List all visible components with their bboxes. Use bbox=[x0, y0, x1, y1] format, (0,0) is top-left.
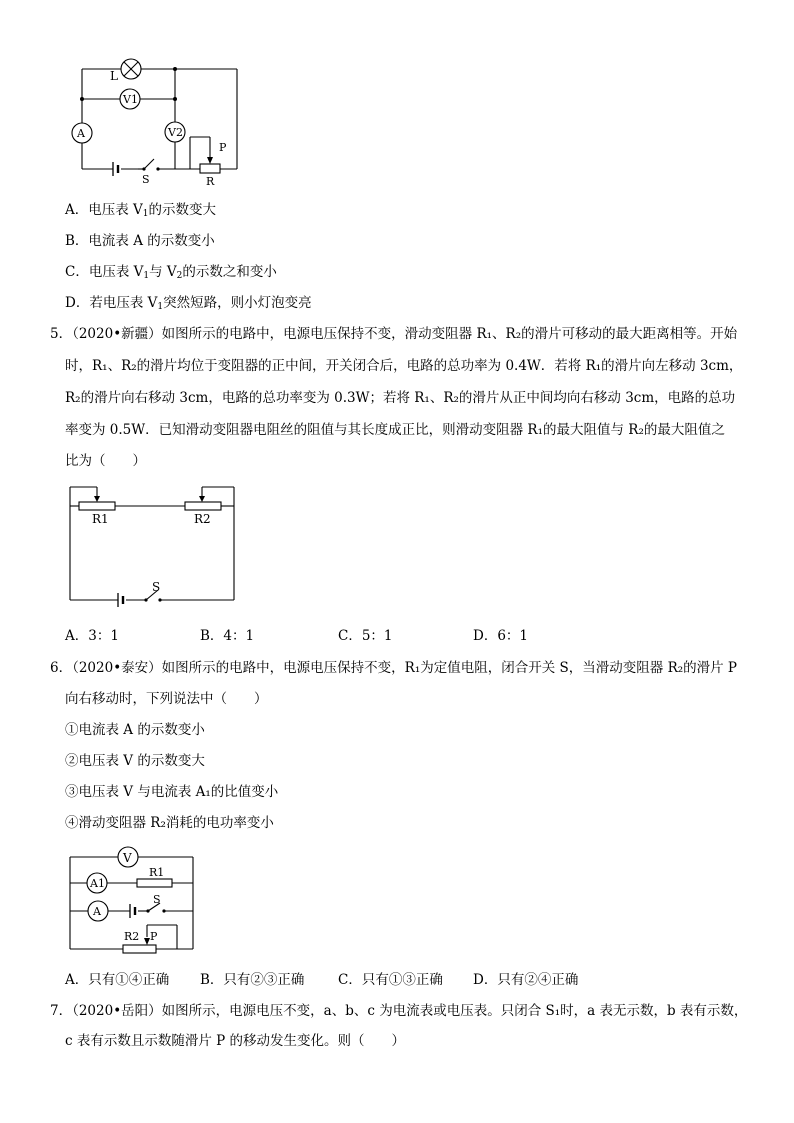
q7-stem-line-2: c 表有示数且示数随滑片 P 的移动发生变化。则（ ） bbox=[65, 1033, 406, 1049]
q4-circuit-diagram bbox=[60, 55, 250, 190]
switch-label: S bbox=[152, 580, 161, 594]
q5-stem-line-3: R₂的滑片向右移动 3cm，电路的总功率变为 0.3W；若将 R₁、R₂的滑片从正中间均向右移动 3cm，电路的总功 bbox=[65, 390, 736, 406]
q6-stem-line-2: 向右移动时，下列说法中（ ） bbox=[65, 691, 268, 707]
q6-statement-3: ③电压表 V 与电流表 A₁的比值变小 bbox=[65, 784, 279, 800]
voltmeter-label: V bbox=[123, 851, 132, 865]
q6-option-d: D．只有②④正确 bbox=[473, 972, 579, 988]
lamp-symbol bbox=[121, 59, 141, 79]
q5-option-d: D．6：1 bbox=[473, 628, 529, 644]
q4-option-c: C．电压表 $V_1$与 $V_2$的示数之和变小 bbox=[65, 264, 277, 281]
slider-label: P bbox=[219, 141, 227, 154]
q7-stem-line-1: 7．（2020•岳阳）如图所示，电源电压不变，a、b、c 为电流表或电压表。只闭合 S₁时，a 表无示数，b 表有示数， bbox=[50, 1003, 748, 1019]
rheostat-symbol bbox=[200, 164, 220, 173]
q5-stem-line-1: 5．（2020•新疆）如图所示的电路中，电源电压保持不变，滑动变阻器 R₁、R₂的滑片可移动的最大距离相等。开始 bbox=[50, 326, 738, 342]
q6-option-b: B．只有②③正确 bbox=[200, 972, 305, 988]
v2-meter-label: V2 bbox=[168, 126, 183, 139]
rheostat-label: R bbox=[206, 175, 215, 188]
q4-option-a: A．电压表 $V_1$的示数变大 bbox=[65, 202, 217, 219]
ammeter-label: A bbox=[77, 127, 85, 140]
q6-option-a: A．只有①④正确 bbox=[65, 972, 170, 988]
q5-stem-line-2: 时，R₁、R₂的滑片均位于变阻器的正中间，开关闭合后，电路的总功率为 0.4W．若将 R₁的滑片向左移动 3cm， bbox=[65, 358, 743, 374]
q6-statement-2: ②电压表 V 的示数变大 bbox=[65, 753, 205, 769]
q5-stem-line-4: 率变为 0.5W．已知滑动变阻器电阻丝的阻值与其长度成正比，则滑动变阻器 R₁的最大阻值与 R₂的最大阻值之 bbox=[65, 422, 725, 438]
q5-circuit-diagram bbox=[60, 480, 250, 608]
q5-option-a: A．3：1 bbox=[65, 628, 119, 644]
a1-meter-label: A1 bbox=[90, 877, 105, 890]
q5-stem-line-5: 比为（ ） bbox=[65, 453, 146, 469]
q6-statement-4: ④滑动变阻器 R₂消耗的电功率变小 bbox=[65, 815, 274, 831]
q5-option-b: B．4：1 bbox=[200, 628, 255, 644]
q5-option-c: C．5：1 bbox=[338, 628, 393, 644]
slider-label: P bbox=[150, 930, 158, 943]
switch-label: S bbox=[153, 893, 161, 906]
r1-label: R1 bbox=[149, 866, 165, 879]
q6-stem-line-1: 6．（2020•泰安）如图所示的电路中，电源电压保持不变，R₁为定值电阻，闭合开关 S，当滑动变阻器 R₂的滑片 P bbox=[50, 660, 738, 676]
q4-option-d: D．若电压表 $V_1$突然短路，则小灯泡变亮 bbox=[65, 295, 312, 312]
q6-circuit-diagram bbox=[60, 843, 210, 958]
q4-option-b: B．电流表 A 的示数变小 bbox=[65, 233, 215, 249]
q6-option-c: C．只有①③正确 bbox=[338, 972, 443, 988]
lamp-label: L bbox=[110, 69, 118, 83]
r2-label: R2 bbox=[194, 512, 211, 526]
switch-label: S bbox=[142, 173, 150, 186]
r2-label: R2 bbox=[124, 930, 140, 943]
r1-label: R1 bbox=[92, 512, 109, 526]
v1-meter-label: V1 bbox=[123, 93, 138, 106]
ammeter-label: A bbox=[93, 905, 101, 918]
q6-statement-1: ①电流表 A 的示数变小 bbox=[65, 722, 205, 738]
